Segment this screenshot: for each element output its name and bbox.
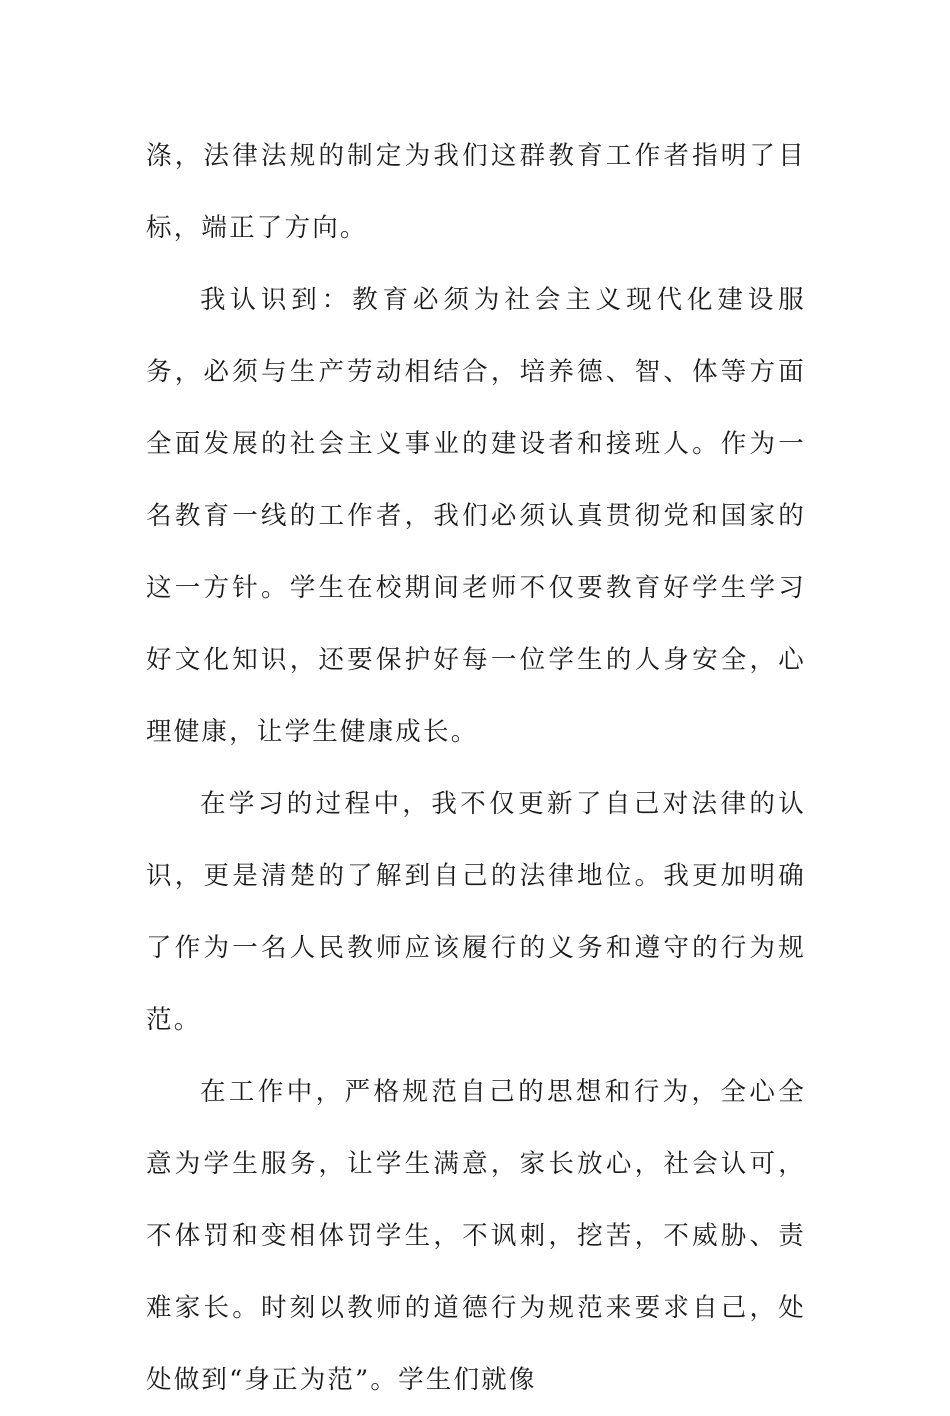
paragraph-3: 在学习的过程中，我不仅更新了自己对法律的认识，更是清楚的了解到自己的法律地位。我更加明确了作为一名人民教师应该履行的义务和遵守的行为规范。: [146, 789, 806, 1035]
paragraph-4: 在工作中，严格规范自己的思想和行为，全心全意为学生服务，让学生满意，家长放心，社会认可，不体罚和变相体罚学生，不讽刺，挖苦，不威胁、责难家长。时刻以教师的道德行为规范来要求自己，处处做到“身正为范”。学生们就像: [146, 1077, 806, 1395]
paragraph-1: 涤，法律法规的制定为我们这群教育工作者指明了目标，端正了方向。: [146, 141, 806, 243]
paragraph-2: 我认识到：教育必须为社会主义现代化建设服务，必须与生产劳动相结合，培养德、智、体等方面全面发展的社会主义事业的建设者和接班人。作为一名教育一线的工作者，我们必须认真贯彻党和国家的这一方针。学生在校期间老师不仅要教育好学生学习好文化知识，还要保护好每一位学生的人身安全，心理健康，让学生健康成长。: [146, 285, 806, 747]
body-text: [146, 120, 806, 1416]
